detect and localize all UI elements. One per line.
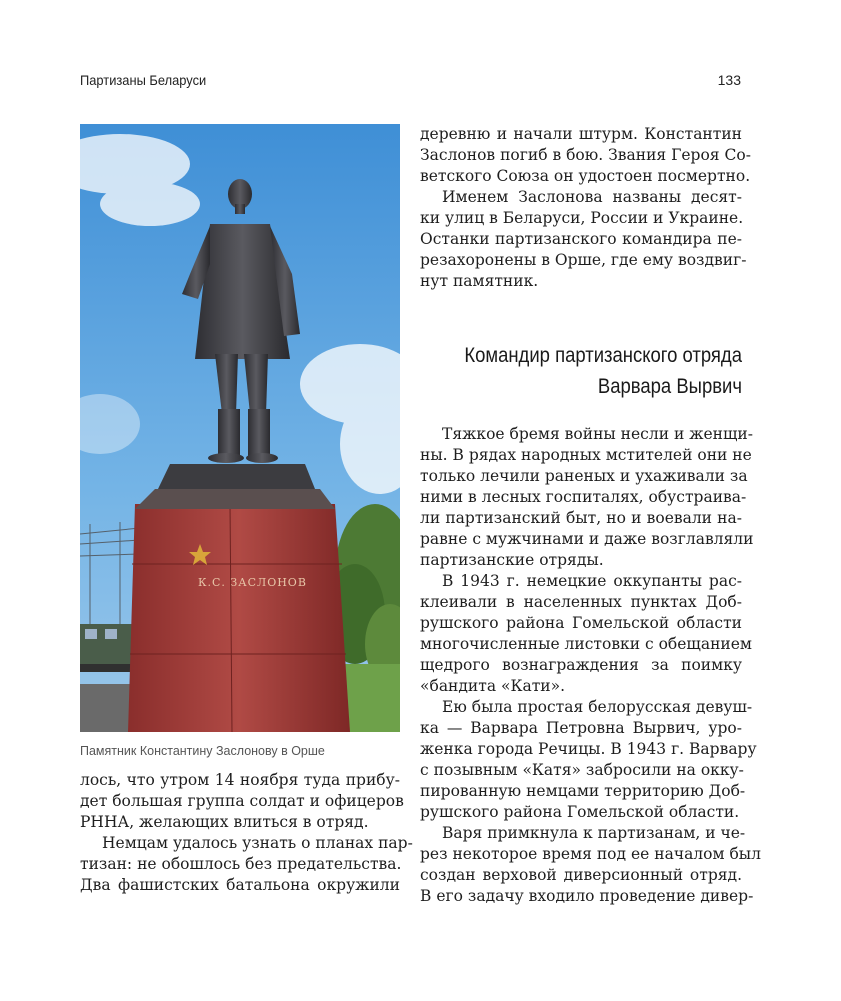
pedestal <box>128 464 350 732</box>
text-line: равне с мужчинами и даже возглавляли <box>420 530 754 548</box>
text-line: РННА, желающих влиться в отряд. <box>80 813 369 831</box>
text-line: Ею была простая белорусская девуш- <box>442 698 753 716</box>
text-line: деревню и начали штурм. Константин <box>420 125 742 143</box>
text-line: нут памятник. <box>420 272 539 290</box>
text-line: Два фашистских батальона окружили <box>80 876 400 894</box>
text-line: создан верховой диверсионный отряд. <box>420 866 742 884</box>
text-line: Заслонов погиб в бою. Звания Героя Со- <box>420 146 751 164</box>
text-line: Немцам удалось узнать о планах пар- <box>102 834 413 852</box>
text-line: ли партизанский быт, но и воевали на- <box>420 509 742 527</box>
text-line: с позывным «Катя» забросили на окку- <box>420 761 744 779</box>
text-line: Останки партизанского командира пе- <box>420 230 742 248</box>
running-head: Партизаны Беларуси <box>80 72 207 88</box>
text-line: ны. В рядах народных мстителей они не <box>420 446 752 464</box>
text-line: рез некоторое время под ее началом был <box>420 845 761 863</box>
figure-caption: Памятник Константину Заслонову в Орше <box>80 744 325 758</box>
right-column-top-text <box>420 124 751 292</box>
text-line: ними в лесных госпиталях, обустраива- <box>420 488 747 506</box>
text-line: В 1943 г. немецкие оккупанты рас- <box>442 572 742 590</box>
right-column-bottom-text <box>420 424 761 907</box>
section-heading-line: Варвара Вырвич <box>597 375 742 398</box>
text-line: только лечили раненых и ухаживали за <box>420 467 748 485</box>
text-line: дет большая группа солдат и офицеров <box>80 792 404 810</box>
text-line: щедрого вознаграждения за поимку <box>420 656 742 674</box>
text-line: Именем Заслонова названы десят- <box>442 188 742 206</box>
text-line: рушского района Гомельской области <box>420 614 742 632</box>
section-heading-line: Командир партизанского отряда <box>464 344 742 367</box>
monument-photo <box>80 124 400 732</box>
text-line: «бандита «Кати». <box>420 677 566 695</box>
text-line: пированную немцами территорию Доб- <box>420 782 746 800</box>
text-line: клеивали в населенных пунктах Доб- <box>420 593 742 611</box>
plaque-text: К.С. ЗАСЛОНОВ <box>198 576 307 589</box>
text-line: ки улиц в Беларуси, России и Украине. <box>420 209 744 227</box>
text-line: многочисленные листовки с обещанием <box>420 635 752 653</box>
text-line: ка — Варвара Петровна Вырвич, уро- <box>420 719 742 737</box>
text-line: партизанские отряды. <box>420 551 604 569</box>
section-heading <box>420 340 742 402</box>
text-line: резахоронены в Орше, где ему воздвиг- <box>420 251 747 269</box>
text-line: женка города Речицы. В 1943 г. Варвару <box>420 740 757 758</box>
text-line: Тяжкое бремя войны несли и женщи- <box>442 425 753 443</box>
page-number: 133 <box>717 72 741 88</box>
text-line: ветского Союза он удостоен посмертно. <box>420 167 751 185</box>
text-line: Варя примкнула к партизанам, и че- <box>442 824 746 842</box>
text-line: лось, что утром 14 ноября туда прибу- <box>80 771 400 789</box>
text-line: рушского района Гомельской области. <box>420 803 740 821</box>
text-line: тизан: не обошлось без предательства. <box>80 855 402 873</box>
left-column-text <box>80 770 413 896</box>
text-line: В его задачу входило проведение дивер- <box>420 887 754 905</box>
